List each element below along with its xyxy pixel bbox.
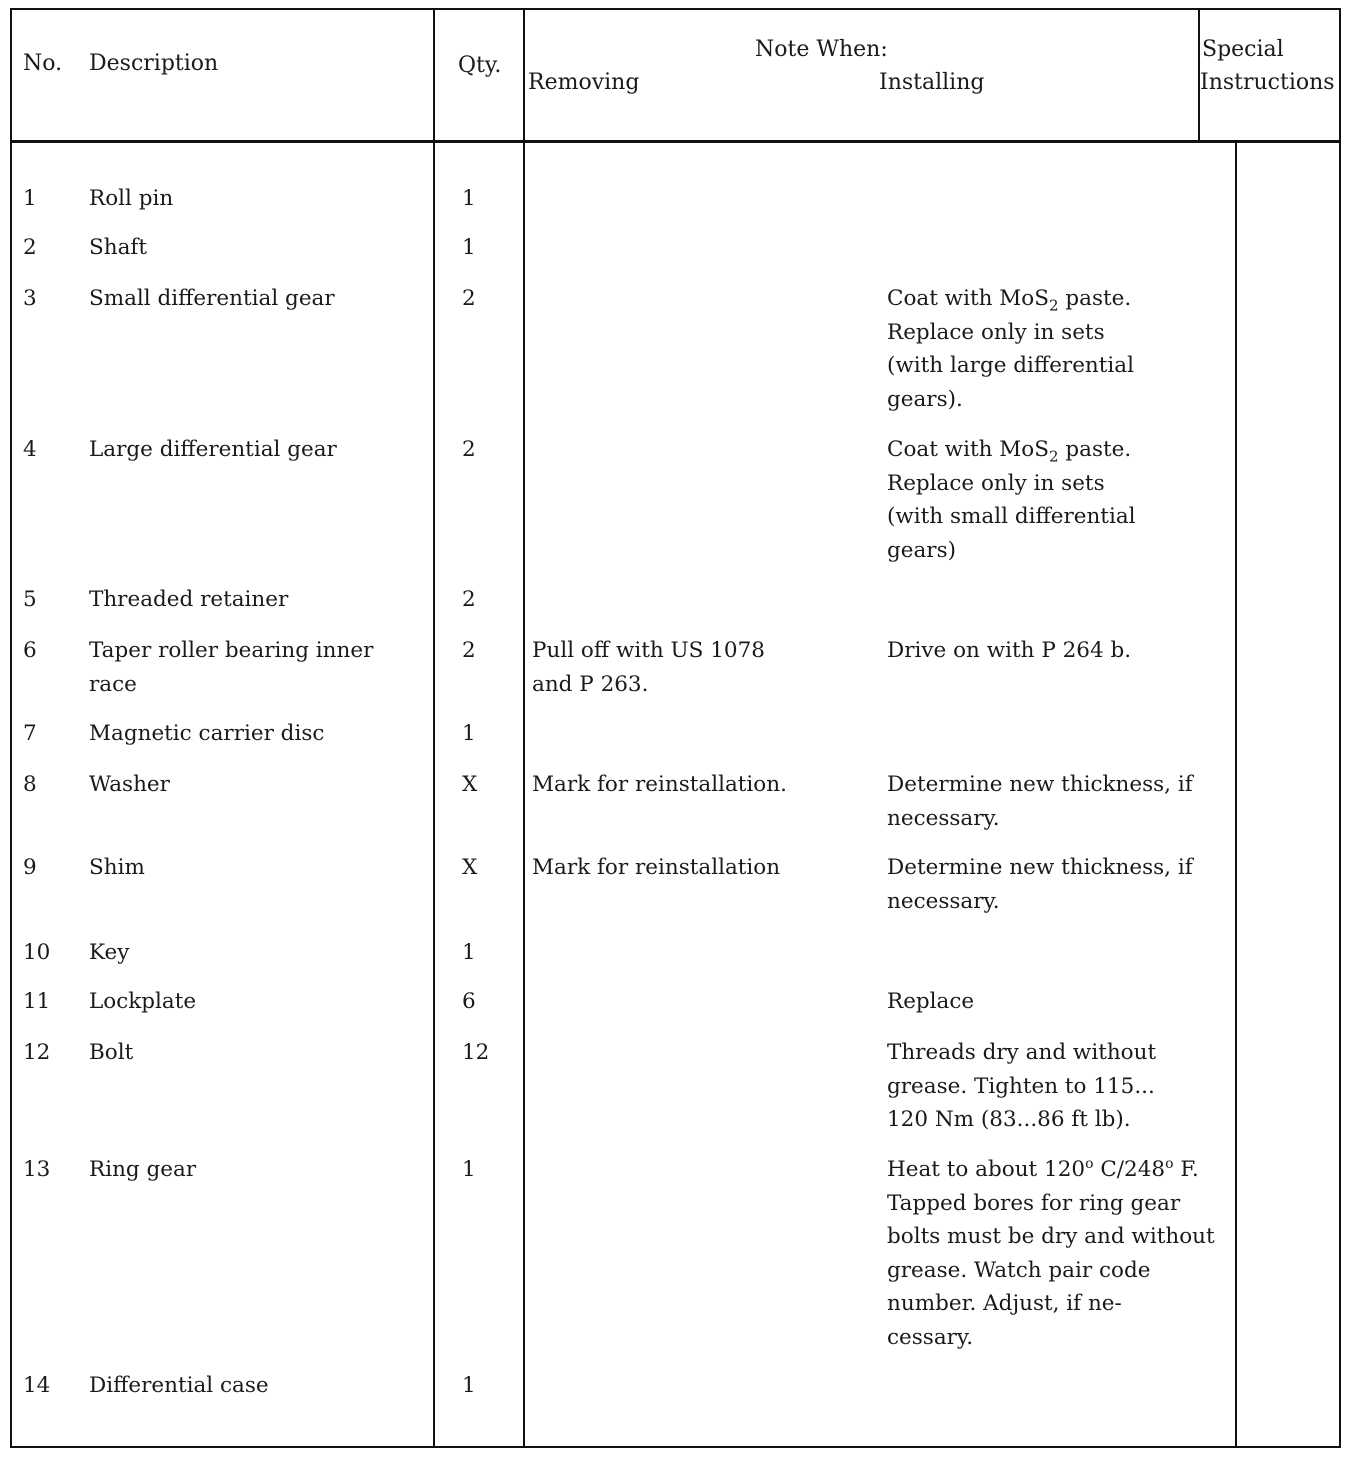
qty-left-divider [433,8,435,1448]
item-qty: 6 [462,989,476,1014]
installing-note: Replace [887,989,975,1014]
item-number: 8 [23,772,37,797]
item-qty: 1 [462,235,476,260]
item-qty: 12 [462,1040,490,1065]
item-qty: 2 [462,587,476,612]
bottom-border [10,1446,1341,1448]
item-qty: X [462,772,478,797]
item-number: 13 [23,1157,51,1182]
header-description: Description [89,51,219,76]
item-qty: 1 [462,1157,476,1182]
item-description: Roll pin [89,186,174,211]
item-qty: 1 [462,721,476,746]
item-description: Shaft [89,235,147,260]
item-number: 1 [23,186,37,211]
item-number: 4 [23,437,37,462]
removing-note: Mark for reinstallation [532,855,781,880]
header-qty: Qty. [458,53,502,78]
installing-note: Drive on with P 264 b. [887,638,1132,663]
header-special-line2: Instructions [1200,70,1335,95]
item-number: 11 [23,989,51,1014]
item-description: Small differential gear [89,286,335,311]
header-installing: Installing [879,70,985,95]
item-description: Washer [89,772,170,797]
header-special-line1: Special [1202,37,1284,62]
item-number: 6 [23,638,37,663]
item-qty: 2 [462,437,476,462]
item-number: 5 [23,587,37,612]
item-qty: 1 [462,186,476,211]
item-number: 3 [23,286,37,311]
installing-note: Coat with MoS$_2$ paste. Replace only in sets (with small differential gears) [887,437,1136,563]
special-body-divider [1235,142,1237,1447]
item-qty: 1 [462,940,476,965]
left-border [10,8,12,1448]
item-number: 10 [23,940,51,965]
item-qty: 1 [462,1373,476,1398]
item-number: 14 [23,1373,51,1398]
header-removing: Removing [528,70,640,95]
item-description: Key [89,940,130,965]
notes-left-divider [523,8,525,1448]
removing-note: Mark for reinstallation. [532,772,787,797]
header-bottom-border [10,140,1341,143]
item-number: 7 [23,721,37,746]
header-note-when: Note When: [755,37,888,62]
installing-note: Threads dry and without grease. Tighten to 115... 120 Nm (83...86 ft lb). [887,1040,1157,1133]
item-description: Threaded retainer [89,587,289,612]
removing-note: Pull off with US 1078 and P 263. [532,638,765,697]
item-description: Magnetic carrier disc [89,721,325,746]
item-qty: 2 [462,638,476,663]
header-no: No. [23,51,63,76]
item-description: Large differential gear [89,437,337,462]
item-description: Ring gear [89,1157,197,1182]
right-border [1339,8,1341,1448]
item-description: Differential case [89,1373,269,1398]
installing-note: Determine new thickness, if necessary. [887,772,1193,831]
item-description: Shim [89,855,145,880]
item-description: Taper roller bearing inner race [89,638,374,697]
item-number: 2 [23,235,37,260]
item-number: 9 [23,855,37,880]
installing-note: Determine new thickness, if necessary. [887,855,1193,914]
installing-note: Coat with MoS$_2$ paste. Replace only in sets (with large differential gears). [887,286,1134,412]
item-qty: X [462,855,478,880]
item-qty: 2 [462,286,476,311]
installing-note: Heat to about 120$^o$ C/248$^o$ F. Tapped bores for ring gear bolts must be dry and without grease. Watch pair code number. Adjust, if ne- cessary. [887,1155,1215,1350]
item-description: Bolt [89,1040,134,1065]
item-number: 12 [23,1040,51,1065]
top-border [10,8,1341,10]
item-description: Lockplate [89,989,197,1014]
